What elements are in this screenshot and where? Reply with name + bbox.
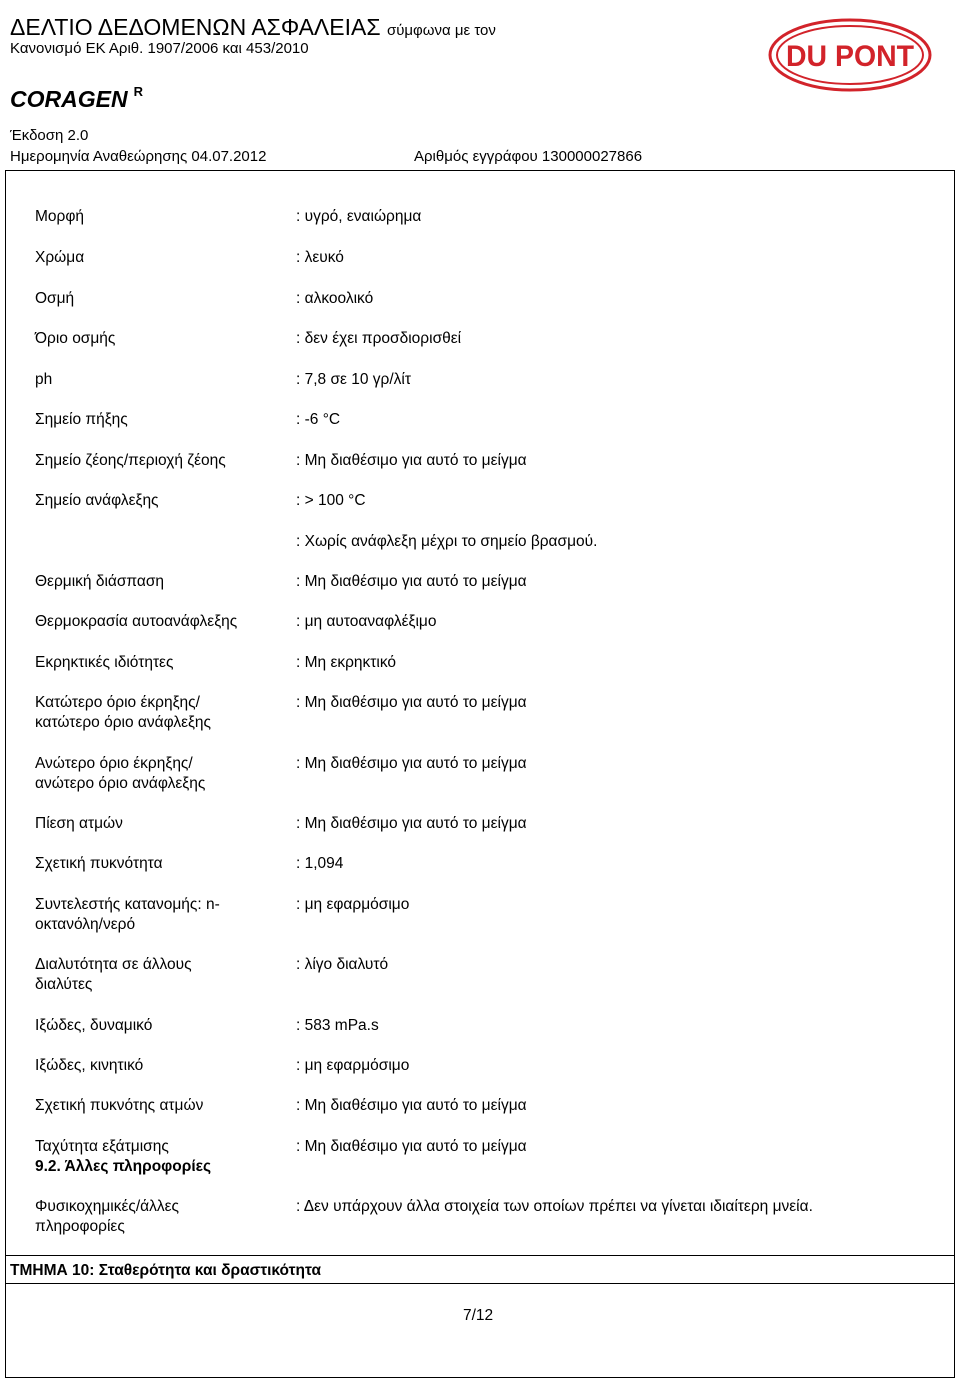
svg-text:DU PONT: DU PONT (786, 40, 914, 73)
property-label-line1: Εκρηκτικές ιδιότητες (35, 654, 174, 671)
property-value: : αλκοολικό (296, 290, 374, 307)
property-label-line1: Ιξώδες, δυναμικό (35, 1017, 153, 1034)
property-label (35, 1056, 143, 1076)
property-value-other: : Δεν υπάρχουν άλλα στοιχεία των οποίων πρέπει να γίνεται ιδιαίτερη μνεία. (296, 1198, 813, 1215)
property-label-line1: Οσμή (35, 290, 75, 307)
property-label (35, 451, 226, 471)
property-label (35, 491, 159, 511)
property-value: : Μη διαθέσιμο για αυτό το μείγμα (296, 755, 527, 772)
property-label-line2: ανώτερο όριο ανάφλεξης (35, 775, 206, 792)
page-number: 7/12 (463, 1307, 494, 1324)
property-value: : μη εφαρμόσιμο (296, 896, 410, 913)
property-label (35, 207, 84, 227)
property-label-line2: οκτανόλη/νερό (35, 916, 136, 933)
property-label-line1: Σχετική πυκνότης ατμών (35, 1097, 204, 1114)
subsection-heading: 9.2. Άλλες πληροφορίες (35, 1158, 212, 1175)
property-value: : Μη διαθέσιμο για αυτό το μείγμα (296, 694, 527, 711)
property-label-line2: διαλύτες (35, 976, 93, 993)
registered-mark-glyph: R (133, 84, 143, 100)
property-label-line1: Σημείο ζέοης/περιοχή ζέοης (35, 452, 226, 469)
property-label (35, 329, 115, 349)
property-label-line1: Σημείο πήξης (35, 411, 128, 428)
property-value: : δεν έχει προσδιορισθεί (296, 330, 462, 347)
property-label-line1: Διαλυτότητα σε άλλους (35, 956, 192, 973)
property-value: : Μη διαθέσιμο για αυτό το μείγμα (296, 573, 527, 590)
property-label-line1: Μορφή (35, 208, 85, 225)
property-value: : Μη διαθέσιμο για αυτό το μείγμα (296, 452, 527, 469)
property-label (35, 1016, 152, 1036)
property-value: : > 100 °C (296, 492, 366, 509)
property-value: : 1,094 (296, 855, 344, 872)
property-value: : λίγο διαλυτό (296, 956, 389, 973)
property-label-line1: Όριο οσμής (35, 330, 116, 347)
property-label-line1: Πίεση ατμών (35, 815, 123, 832)
registered-mark (134, 84, 143, 99)
section-divider-bottom (6, 1283, 954, 1284)
property-label (35, 410, 128, 430)
property-value: : Μη διαθέσιμο για αυτό το μείγμα (296, 1097, 527, 1114)
property-label-line1: Ταχύτητα εξάτμισης (35, 1138, 169, 1155)
property-label (35, 572, 164, 592)
section-title: ΤΜΗΜΑ 10: Σταθερότητα και δραστικότητα (10, 1262, 321, 1279)
property-value: : -6 °C (296, 411, 341, 428)
property-label-line1: Θερμοκρασία αυτοανάφλεξης (35, 613, 238, 630)
revision-date: Ημερομηνία Αναθεώρησης 04.07.2012 (10, 148, 267, 165)
property-label (35, 754, 205, 794)
dupont-logo (768, 18, 932, 92)
property-label-line2: κατώτερο όριο ανάφλεξης (35, 714, 212, 731)
regulation-text: Κανονισμό ΕΚ Αριθ. 1907/2006 και 453/2010 (10, 40, 309, 57)
property-value: : Μη διαθέσιμο για αυτό το μείγμα (296, 1138, 527, 1155)
property-label (35, 1096, 203, 1116)
property-value: : Μη εκρηκτικό (296, 654, 397, 671)
property-label-line1: ph (35, 371, 53, 388)
property-label-line1: Ιξώδες, κινητικό (35, 1057, 144, 1074)
property-label (35, 653, 173, 673)
document-title-suffix: σύμφωνα με τον (386, 22, 496, 39)
document-number: Αριθμός εγγράφου 130000027866 (414, 148, 643, 165)
property-label (35, 1137, 169, 1157)
property-label (35, 370, 52, 390)
property-label (35, 955, 192, 995)
product-name-text: CORAGEN (10, 86, 128, 112)
property-label (35, 289, 74, 309)
property-label (35, 895, 220, 935)
property-value: : μη εφαρμόσιμο (296, 1057, 410, 1074)
property-label (35, 693, 211, 733)
property-label (35, 248, 84, 268)
document-title-main: ΔΕΛΤΙΟ ΔΕΔΟΜΕΝΩΝ ΑΣΦΑΛΕΙΑΣ (10, 14, 381, 40)
version-text: Έκδοση 2.0 (10, 127, 89, 144)
property-label-line1: Σημείο ανάφλεξης (35, 492, 159, 509)
section-divider-top (6, 1255, 954, 1256)
property-value: : μη αυτοαναφλέξιμο (296, 613, 437, 630)
property-label-line1: Θερμική διάσπαση (35, 573, 165, 590)
property-label-line1: Κατώτερο όριο έκρηξης/ (35, 694, 200, 711)
property-label (35, 814, 123, 834)
property-label-line1: Συντελεστής κατανομής: n- (35, 896, 220, 913)
property-value: : λευκό (296, 249, 344, 266)
property-label-line1: Ανώτερο όριο έκρηξης/ (35, 755, 193, 772)
product-name (10, 86, 143, 113)
property-label (35, 854, 163, 874)
property-label (35, 612, 237, 632)
property-label-line1: Χρώμα (35, 249, 85, 266)
property-label-other-line2: πληροφορίες (35, 1218, 125, 1235)
property-value: : Χωρίς ανάφλεξη μέχρι το σημείο βρασμού. (296, 533, 598, 550)
property-value: : υγρό, εναιώρημα (296, 208, 422, 225)
property-value: : 7,8 σε 10 γρ/λίτ (296, 371, 411, 388)
property-label-other-line1: Φυσικοχημικές/άλλες (35, 1198, 180, 1215)
property-value: : 583 mPa.s (296, 1017, 379, 1034)
property-label-other (35, 1197, 179, 1237)
property-label-line1: Σχετική πυκνότητα (35, 855, 163, 872)
property-value: : Μη διαθέσιμο για αυτό το μείγμα (296, 815, 527, 832)
